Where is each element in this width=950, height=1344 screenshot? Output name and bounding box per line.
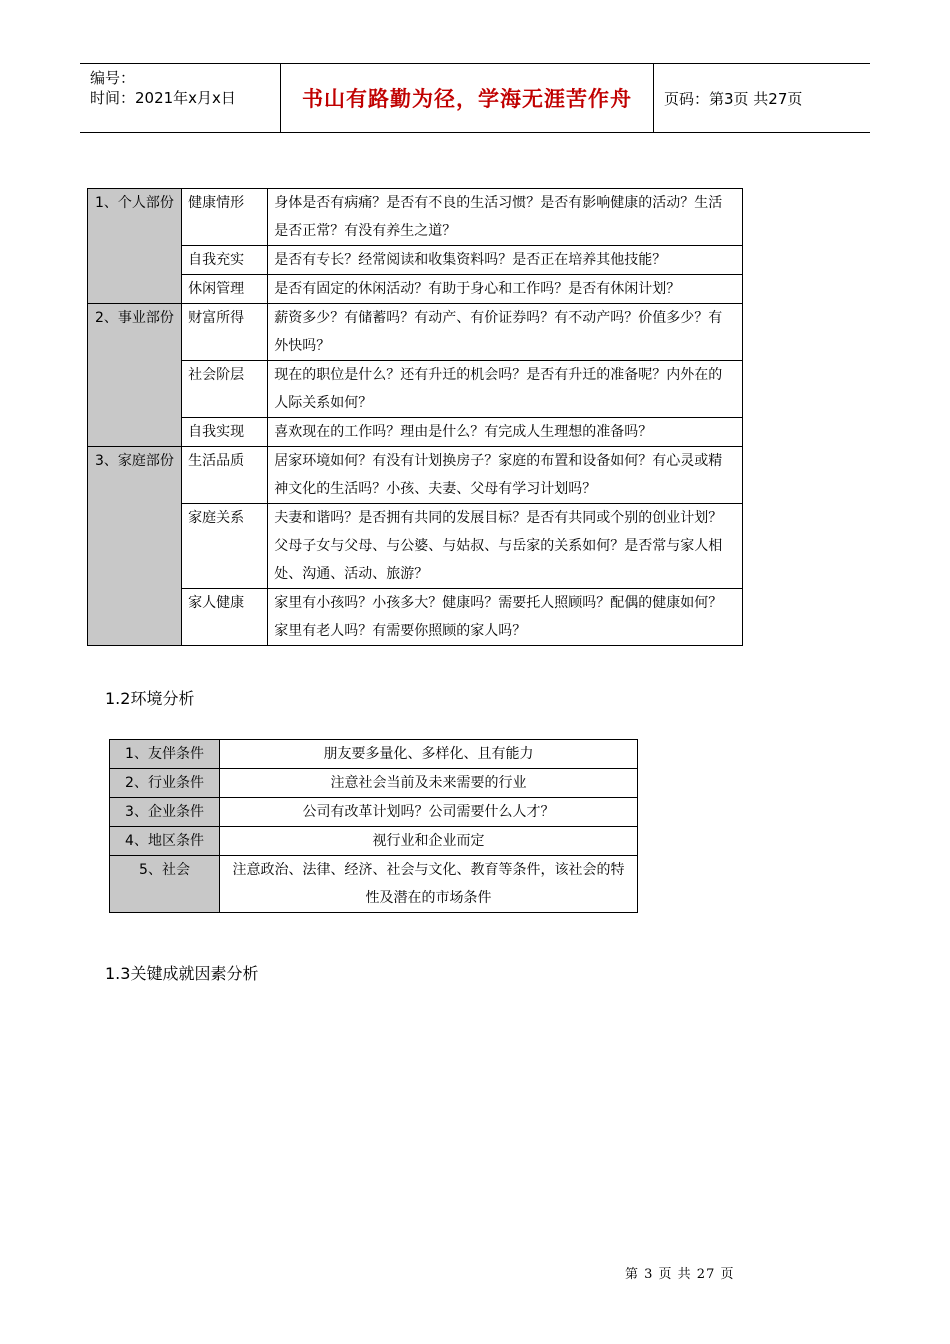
header-time-label: 时间：2021年x月x日 <box>90 89 236 107</box>
table-row <box>88 361 743 418</box>
table-row <box>88 246 743 275</box>
group-name: 3、家庭部份 <box>95 453 174 469</box>
item-cell: 家庭关系 <box>182 504 268 589</box>
desc-cell: 身体是否有病痛？是否有不良的生活习惯？是否有影响健康的活动？生活是否正常？有没有养生之道？ <box>268 189 743 246</box>
desc-cell: 是否有固定的休闲活动？有助于身心和工作吗？是否有休闲计划？ <box>268 275 743 304</box>
desc-cell: 居家环境如何？有没有计划换房子？家庭的布置和设备如何？有心灵或精神文化的生活吗？小孩、夫妻、父母有学习计划吗？ <box>268 447 743 504</box>
table-row <box>88 189 743 246</box>
header-number-label: 编号： <box>90 69 136 87</box>
desc-cell: 现在的职位是什么？还有升迁的机会吗？是否有升迁的准备呢？内外在的人际关系如何？ <box>268 361 743 418</box>
table-row <box>110 769 638 798</box>
condition-cell: 3、企业条件 <box>110 798 220 827</box>
table-row <box>110 798 638 827</box>
condition-cell: 2、行业条件 <box>110 769 220 798</box>
desc-cell: 喜欢现在的工作吗？理由是什么？有完成人生理想的准备吗？ <box>268 418 743 447</box>
table-row <box>88 447 743 504</box>
item-cell: 自我充实 <box>182 246 268 275</box>
page-header <box>80 63 870 133</box>
section-env-title: 1.2环境分析 <box>105 689 195 708</box>
desc-cell: 薪资多少？有储蓄吗？有动产、有价证券吗？有不动产吗？价值多少？有外快吗？ <box>268 304 743 361</box>
item-cell: 休闲管理 <box>182 275 268 304</box>
header-motto: 书山有路勤为径，学海无涯苦作舟 <box>281 64 654 132</box>
item-cell: 社会阶层 <box>182 361 268 418</box>
group-name-cell <box>88 304 182 447</box>
group-name: 2、事业部份 <box>95 310 174 326</box>
table-row <box>110 827 638 856</box>
item-cell: 生活品质 <box>182 447 268 504</box>
table-row <box>88 504 743 589</box>
env-analysis-table <box>109 739 638 913</box>
table-row <box>88 275 743 304</box>
condition-cell: 1、友伴条件 <box>110 740 220 769</box>
condition-desc-cell: 注意社会当前及未来需要的行业 <box>220 769 638 798</box>
condition-desc-cell: 公司有改革计划吗？公司需要什么人才？ <box>220 798 638 827</box>
table-row <box>110 740 638 769</box>
group-name: 1、个人部份 <box>95 195 174 211</box>
condition-desc-cell: 朋友要多量化、多样化、且有能力 <box>220 740 638 769</box>
item-cell: 财富所得 <box>182 304 268 361</box>
group-name-cell <box>88 189 182 304</box>
desc-cell: 家里有小孩吗？小孩多大？健康吗？需要托人照顾吗？配偶的健康如何？家里有老人吗？有需要你照顾的家人吗？ <box>268 589 743 646</box>
item-cell: 健康情形 <box>182 189 268 246</box>
item-cell: 家人健康 <box>182 589 268 646</box>
desc-cell: 是否有专长？经常阅读和收集资料吗？是否正在培养其他技能？ <box>268 246 743 275</box>
header-meta <box>80 64 281 132</box>
page-footer: 第 3 页 共 27 页 <box>625 1267 735 1282</box>
personal-analysis-table <box>87 188 743 646</box>
item-cell: 自我实现 <box>182 418 268 447</box>
table-row <box>88 418 743 447</box>
group-name-cell <box>88 447 182 646</box>
condition-desc-cell: 注意政治、法律、经济、社会与文化、教育等条件，该社会的特性及潜在的市场条件 <box>220 856 638 913</box>
section-key-factors-title: 1.3关键成就因素分析 <box>105 964 259 983</box>
condition-desc-cell: 视行业和企业而定 <box>220 827 638 856</box>
condition-cell: 4、地区条件 <box>110 827 220 856</box>
table-row <box>88 589 743 646</box>
condition-cell: 5、社会 <box>110 856 220 913</box>
table-row <box>110 856 638 913</box>
header-page-info: 页码：第3页 共27页 <box>664 89 803 108</box>
table-row <box>88 304 743 361</box>
desc-cell: 夫妻和谐吗？是否拥有共同的发展目标？是否有共同或个别的创业计划？父母子女与父母、与公婆、与姑叔、与岳家的关系如何？是否常与家人相处、沟通、活动、旅游？ <box>268 504 743 589</box>
